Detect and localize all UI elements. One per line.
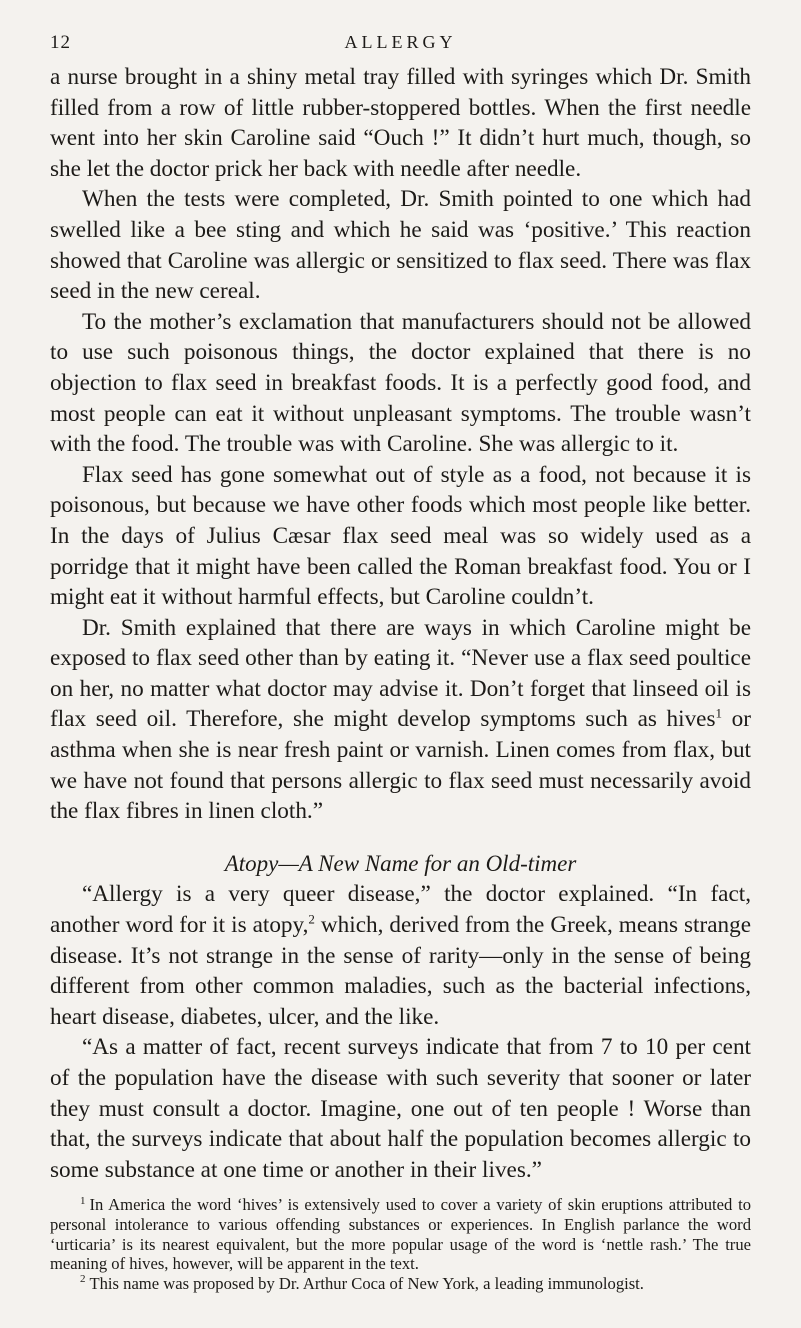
paragraph-text: or asthma when she is near fresh paint or varnish. Linen comes from flax, but we have not found that persons allergic to flax seed must necessarily avoid the flax fibres in linen cloth.” — [50, 706, 751, 825]
footnote-text: This name was proposed by Dr. Arthur Coca of New York, a leading immunologist. — [89, 1273, 644, 1293]
paragraph — [50, 879, 751, 1032]
footnote-reference: 1 — [715, 705, 722, 721]
paragraph: “As a matter of fact, recent surveys indicate that from 7 to 10 per cent of the population have the disease with such severity that sooner or later they must consult a doctor. Imagine, one out of ten people ! Worse than that, the surveys indicate that about half the population becomes allergic to some substance at one time or another in their lives.” — [50, 1034, 751, 1183]
paragraph: To the mother’s exclamation that manufacturers should not be allowed to use such poisonous things, the doctor explained that there is no objection to flax seed in breakfast foods. It is a perfectly good food, and most people can eat it without unpleasant symptoms. The trouble wasn’t with the food. The trouble was with Caroline. She was allergic to it. — [50, 308, 751, 458]
paragraph — [50, 613, 751, 827]
paragraph: a nurse brought in a shiny metal tray filled with syringes which Dr. Smith filled from a row of little rubber-stoppered bottles. When the first needle went into her skin Caroline said “Ouch !” It didn’t hurt much, though, so she let the doctor prick her back with needle after needle. — [50, 64, 751, 182]
footnote-reference: 2 — [308, 911, 315, 927]
footnote-text: In America the word ‘hives’ is extensively used to cover a variety of skin eruptions attributed to personal intolerance to various offending substances or experiences. In English parlance the word ‘urticaria’ is its nearest equivalent, but the more popular usage of the word is ‘nettle rash.’ The true meaning of hives, however, will be apparent in the text. — [50, 1195, 751, 1274]
running-head — [50, 32, 751, 62]
paragraph: When the tests were completed, Dr. Smith pointed to one which had swelled like a bee sting and which he said was ‘positive.’ This reaction showed that Caroline was allergic or sensitized to flax seed. There was flax seed in the new cereal. — [50, 186, 751, 305]
footnote — [50, 1195, 751, 1273]
footnotes — [50, 1195, 751, 1293]
footnote-mark: 2 — [80, 1273, 86, 1286]
paragraph: Flax seed has gone somewhat out of style as a food, not because it is poisonous, but because we have other foods which most people like better. In the days of Julius Cæsar flax seed meal was so widely used as a porridge that it might have been called the Roman breakfast food. You or I might eat it without harmful effects, but Caroline couldn’t. — [50, 461, 751, 611]
page-number: 12 — [50, 32, 71, 53]
section-heading: Atopy—A New Name for an Old-timer — [224, 850, 577, 876]
paragraph-text: “Allergy is a very queer disease,” the doctor explained. “In fact, another word for it is atopy, — [50, 881, 751, 939]
paragraph-text: which, derived from the Greek, means strange disease. It’s not strange in the sense of rarity—only in the sense of being different from other common maladies, such as the bacterial infections, heart disease, diabetes, ulcer, and the like. — [50, 912, 751, 1030]
paragraph-text: Dr. Smith explained that there are ways in which Caroline might be exposed to flax seed other than by eating it. “Never use a flax seed poultice on her, no matter what doctor may advise it. Don’t forget that linseed oil is flax seed oil. Therefore, she might develop symptoms such as hives — [50, 614, 751, 733]
running-title: ALLERGY — [344, 32, 457, 52]
footnote — [50, 1274, 751, 1294]
footnote-mark: 1 — [80, 1194, 86, 1207]
body-text — [50, 62, 751, 1185]
